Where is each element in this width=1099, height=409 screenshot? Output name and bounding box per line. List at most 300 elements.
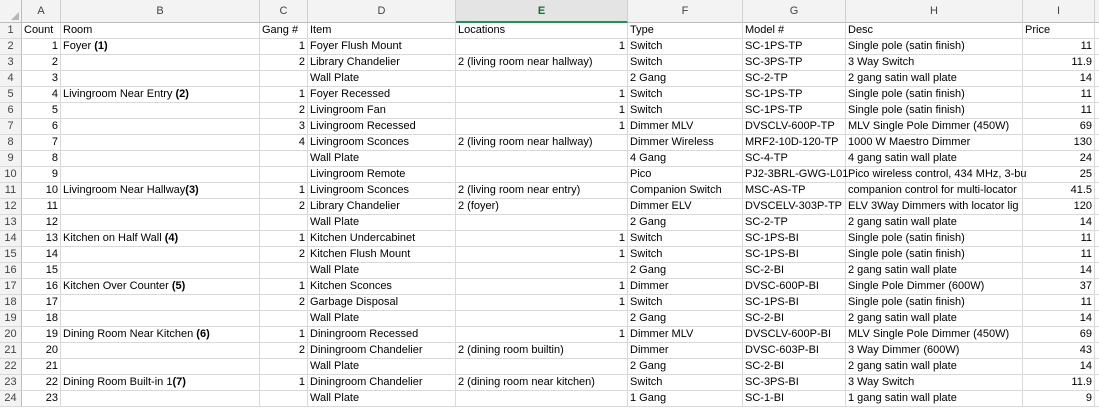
table-row bbox=[0, 151, 1092, 167]
cell-price[interactable]: 11 bbox=[1023, 103, 1095, 119]
cell-desc[interactable]: 1000 W Maestro Dimmer bbox=[846, 135, 1023, 151]
locations-number: 1 bbox=[618, 328, 625, 340]
cell-count[interactable]: 3 bbox=[22, 71, 61, 87]
cell-type[interactable]: Dimmer Wireless bbox=[628, 135, 743, 151]
cell-count[interactable]: 11 bbox=[22, 199, 61, 215]
table-header-row bbox=[0, 23, 1076, 39]
cell-item[interactable]: Wall Plate bbox=[308, 215, 456, 231]
cell-model[interactable]: SC-1-BI bbox=[743, 391, 846, 407]
cell-model[interactable]: DVSCLV-600P-TP bbox=[743, 119, 846, 135]
cell-item[interactable]: Library Chandelier bbox=[308, 199, 456, 215]
cell-type[interactable]: Switch bbox=[628, 295, 743, 311]
locations-text: 2 (foyer) bbox=[458, 200, 499, 212]
cell-locations[interactable] bbox=[456, 103, 628, 119]
row-header[interactable]: 20 bbox=[0, 327, 22, 343]
cell-room[interactable] bbox=[61, 199, 260, 215]
cell-room[interactable] bbox=[61, 71, 260, 87]
cell-room[interactable] bbox=[61, 263, 260, 279]
cell-model[interactable]: SC-1PS-TP bbox=[743, 103, 846, 119]
cell-price[interactable]: 120 bbox=[1023, 199, 1095, 215]
locations-number: 1 bbox=[618, 88, 625, 100]
cell-price[interactable]: 14 bbox=[1023, 263, 1095, 279]
cell-type[interactable]: Dimmer MLV bbox=[628, 327, 743, 343]
cell-count[interactable]: 20 bbox=[22, 343, 61, 359]
cell-item[interactable]: Wall Plate bbox=[308, 151, 456, 167]
cell-room[interactable] bbox=[61, 215, 260, 231]
cell-desc[interactable]: 2 gang satin wall plate bbox=[846, 215, 1023, 231]
table-row bbox=[0, 311, 1092, 327]
cell-item[interactable]: Livingroom Fan bbox=[308, 103, 456, 119]
table-row bbox=[0, 71, 1092, 87]
cell-price[interactable]: 11 bbox=[1023, 39, 1095, 55]
row-header[interactable]: 13 bbox=[0, 215, 22, 231]
cell-count[interactable]: 22 bbox=[22, 375, 61, 391]
cell-gang[interactable]: 1 bbox=[260, 279, 308, 295]
cell-gang[interactable] bbox=[260, 391, 308, 407]
cell-desc[interactable]: 3 Way Dimmer (600W) bbox=[846, 343, 1023, 359]
room-name: Livingroom Near Hallway bbox=[63, 184, 186, 196]
row-header[interactable]: 8 bbox=[0, 135, 22, 151]
cell-item[interactable]: Diningroom Recessed bbox=[308, 327, 456, 343]
cell-item[interactable]: Diningroom Chandelier bbox=[308, 375, 456, 391]
cell-room[interactable] bbox=[61, 183, 260, 199]
table-row bbox=[0, 359, 1092, 375]
row-header[interactable]: 7 bbox=[0, 119, 22, 135]
cell-price[interactable]: 43 bbox=[1023, 343, 1095, 359]
room-ref: (7) bbox=[172, 376, 186, 388]
table-row bbox=[0, 199, 1092, 215]
cell-count[interactable]: 10 bbox=[22, 183, 61, 199]
cell-locations[interactable] bbox=[456, 231, 628, 247]
column-header-c[interactable]: C bbox=[260, 0, 308, 23]
cell-type[interactable]: Switch bbox=[628, 247, 743, 263]
cell-gang[interactable] bbox=[260, 71, 308, 87]
cell-count[interactable]: 6 bbox=[22, 119, 61, 135]
room-name: Dining Room Built-in 1 bbox=[63, 376, 173, 388]
cell-count[interactable]: 4 bbox=[22, 87, 61, 103]
cell-room[interactable] bbox=[61, 247, 260, 263]
table-row bbox=[0, 119, 1092, 135]
cell-type[interactable]: Pico bbox=[628, 167, 743, 183]
cell-count[interactable]: 9 bbox=[22, 167, 61, 183]
cell-type[interactable]: 2 Gang bbox=[628, 263, 743, 279]
cell-locations[interactable] bbox=[456, 391, 628, 407]
table-row bbox=[0, 183, 1092, 199]
overflow-cell bbox=[1095, 103, 1099, 119]
cell-desc[interactable]: Single pole (satin finish) bbox=[846, 103, 1023, 119]
cell-gang[interactable]: 2 bbox=[260, 295, 308, 311]
cell-desc[interactable]: 2 gang satin wall plate bbox=[846, 71, 1023, 87]
cell-model[interactable]: SC-4-TP bbox=[743, 151, 846, 167]
cell-locations[interactable] bbox=[456, 247, 628, 263]
cell-price[interactable]: 11 bbox=[1023, 247, 1095, 263]
row-header[interactable]: 3 bbox=[0, 55, 22, 71]
cell-gang[interactable] bbox=[260, 311, 308, 327]
header-cell-item[interactable]: Item bbox=[308, 23, 456, 39]
cell-room[interactable] bbox=[61, 231, 260, 247]
row-header[interactable]: 16 bbox=[0, 263, 22, 279]
row-header[interactable]: 9 bbox=[0, 151, 22, 167]
row-header[interactable]: 18 bbox=[0, 295, 22, 311]
cell-room[interactable] bbox=[61, 167, 260, 183]
cell-gang[interactable] bbox=[260, 151, 308, 167]
table-row bbox=[0, 263, 1092, 279]
cell-desc[interactable]: MLV Single Pole Dimmer (450W) bbox=[846, 119, 1023, 135]
column-header-row bbox=[0, 0, 1076, 23]
cell-price[interactable]: 69 bbox=[1023, 119, 1095, 135]
cell-locations[interactable] bbox=[456, 39, 628, 55]
overflow-cell bbox=[1095, 55, 1099, 71]
cell-room[interactable] bbox=[61, 119, 260, 135]
row-header[interactable]: 2 bbox=[0, 39, 22, 55]
table-row bbox=[0, 231, 1092, 247]
cell-locations[interactable] bbox=[456, 135, 628, 151]
table-row bbox=[0, 87, 1092, 103]
cell-gang[interactable]: 1 bbox=[260, 39, 308, 55]
cell-type[interactable]: Dimmer ELV bbox=[628, 199, 743, 215]
cell-gang[interactable]: 1 bbox=[260, 375, 308, 391]
cell-price[interactable]: 14 bbox=[1023, 359, 1095, 375]
cell-count[interactable]: 1 bbox=[22, 39, 61, 55]
cell-room[interactable] bbox=[61, 375, 260, 391]
cell-desc[interactable]: 2 gang satin wall plate bbox=[846, 359, 1023, 375]
room-name: Kitchen on Half Wall bbox=[63, 232, 165, 244]
cell-item[interactable]: Wall Plate bbox=[308, 71, 456, 87]
cell-type[interactable]: 1 Gang bbox=[628, 391, 743, 407]
cell-item[interactable]: Livingroom Sconces bbox=[308, 135, 456, 151]
cell-type[interactable]: Dimmer MLV bbox=[628, 119, 743, 135]
row-header[interactable]: 11 bbox=[0, 183, 22, 199]
cell-gang[interactable]: 4 bbox=[260, 135, 308, 151]
column-header-b[interactable]: B bbox=[61, 0, 260, 23]
cell-item[interactable]: Garbage Disposal bbox=[308, 295, 456, 311]
cell-item[interactable]: Wall Plate bbox=[308, 391, 456, 407]
cell-desc[interactable]: 4 gang satin wall plate bbox=[846, 151, 1023, 167]
cell-room[interactable] bbox=[61, 359, 260, 375]
header-cell-room[interactable]: Room bbox=[61, 23, 260, 39]
column-header-h[interactable]: H bbox=[846, 0, 1023, 23]
column-header-a[interactable]: A bbox=[22, 0, 61, 23]
cell-count[interactable]: 7 bbox=[22, 135, 61, 151]
cell-locations[interactable] bbox=[456, 375, 628, 391]
cell-type[interactable]: Switch bbox=[628, 39, 743, 55]
cell-locations[interactable] bbox=[456, 263, 628, 279]
cell-locations[interactable] bbox=[456, 183, 628, 199]
cell-locations[interactable] bbox=[456, 343, 628, 359]
cell-price[interactable]: 24 bbox=[1023, 151, 1095, 167]
cell-model[interactable]: SC-2-BI bbox=[743, 359, 846, 375]
cell-item[interactable]: Foyer Recessed bbox=[308, 87, 456, 103]
row-header[interactable]: 10 bbox=[0, 167, 22, 183]
cell-price[interactable]: 11 bbox=[1023, 87, 1095, 103]
locations-number: 1 bbox=[618, 232, 625, 244]
overflow-cell bbox=[1095, 151, 1099, 167]
room-ref: (5) bbox=[171, 280, 186, 292]
cell-count[interactable]: 14 bbox=[22, 247, 61, 263]
cell-gang[interactable] bbox=[260, 359, 308, 375]
column-header-e[interactable]: E bbox=[456, 0, 628, 23]
cell-desc[interactable]: Pico wireless control, 434 MHz, 3-bu bbox=[846, 167, 1023, 183]
cell-price[interactable]: 14 bbox=[1023, 71, 1095, 87]
cell-count[interactable]: 12 bbox=[22, 215, 61, 231]
cell-item[interactable]: Kitchen Flush Mount bbox=[308, 247, 456, 263]
cell-locations[interactable] bbox=[456, 215, 628, 231]
cell-gang[interactable]: 2 bbox=[260, 103, 308, 119]
cell-item[interactable]: Kitchen Sconces bbox=[308, 279, 456, 295]
column-header-g[interactable]: G bbox=[743, 0, 846, 23]
cell-type[interactable]: 2 Gang bbox=[628, 311, 743, 327]
row-header[interactable]: 22 bbox=[0, 359, 22, 375]
cell-room[interactable] bbox=[61, 55, 260, 71]
cell-desc[interactable]: Single pole (satin finish) bbox=[846, 87, 1023, 103]
room-name: Foyer bbox=[63, 40, 95, 52]
cell-item[interactable]: Wall Plate bbox=[308, 359, 456, 375]
cell-type[interactable]: Switch bbox=[628, 55, 743, 71]
overflow-cell bbox=[1095, 295, 1099, 311]
cell-item[interactable]: Diningroom Chandelier bbox=[308, 343, 456, 359]
overflow-cell bbox=[1095, 263, 1099, 279]
cell-locations[interactable] bbox=[456, 87, 628, 103]
cell-count[interactable]: 8 bbox=[22, 151, 61, 167]
cell-count[interactable]: 19 bbox=[22, 327, 61, 343]
row-header[interactable]: 24 bbox=[0, 391, 22, 407]
cell-locations[interactable] bbox=[456, 151, 628, 167]
cell-gang[interactable] bbox=[260, 215, 308, 231]
cell-price[interactable]: 11.9 bbox=[1023, 375, 1095, 391]
cell-count[interactable]: 18 bbox=[22, 311, 61, 327]
cell-type[interactable]: Dimmer bbox=[628, 343, 743, 359]
cell-locations[interactable] bbox=[456, 359, 628, 375]
room-ref: (1) bbox=[94, 40, 108, 52]
table-row bbox=[0, 327, 1092, 343]
cell-desc[interactable]: ELV 3Way Dimmers with locator lig bbox=[846, 199, 1023, 215]
cell-type[interactable]: Dimmer bbox=[628, 279, 743, 295]
row-header[interactable]: 6 bbox=[0, 103, 22, 119]
table-row bbox=[0, 55, 1092, 71]
cell-locations[interactable] bbox=[456, 55, 628, 71]
cell-model[interactable]: DVSCLV-600P-BI bbox=[743, 327, 846, 343]
cell-type[interactable]: 2 Gang bbox=[628, 71, 743, 87]
cell-type[interactable]: Switch bbox=[628, 375, 743, 391]
cell-count[interactable]: 21 bbox=[22, 359, 61, 375]
cell-model[interactable]: MRF2-10D-120-TP bbox=[743, 135, 846, 151]
cell-model[interactable]: SC-1PS-TP bbox=[743, 87, 846, 103]
cell-count[interactable]: 5 bbox=[22, 103, 61, 119]
row-header[interactable]: 5 bbox=[0, 87, 22, 103]
cell-desc[interactable]: Single Pole Dimmer (600W) bbox=[846, 279, 1023, 295]
overflow-cell bbox=[1095, 247, 1099, 263]
cell-model[interactable]: MSC-AS-TP bbox=[743, 183, 846, 199]
table-row bbox=[0, 135, 1092, 151]
header-cell-type[interactable]: Type bbox=[628, 23, 743, 39]
cell-desc[interactable]: Single pole (satin finish) bbox=[846, 231, 1023, 247]
cell-price[interactable]: 130 bbox=[1023, 135, 1095, 151]
cell-gang[interactable]: 3 bbox=[260, 119, 308, 135]
cell-locations[interactable] bbox=[456, 199, 628, 215]
room-ref: (6) bbox=[196, 328, 210, 340]
room-ref: (3) bbox=[185, 184, 199, 196]
cell-type[interactable]: Switch bbox=[628, 103, 743, 119]
column-header-i[interactable]: I bbox=[1023, 0, 1095, 23]
row-header[interactable]: 17 bbox=[0, 279, 22, 295]
cell-room[interactable] bbox=[61, 327, 260, 343]
cell-locations[interactable] bbox=[456, 71, 628, 87]
header-cell-gang[interactable]: Gang # bbox=[260, 23, 308, 39]
cell-price[interactable]: 14 bbox=[1023, 215, 1095, 231]
cell-item[interactable]: Kitchen Undercabinet bbox=[308, 231, 456, 247]
cell-type[interactable]: 2 Gang bbox=[628, 215, 743, 231]
row-header[interactable]: 19 bbox=[0, 311, 22, 327]
select-all-corner[interactable] bbox=[0, 0, 22, 23]
column-header-d[interactable]: D bbox=[308, 0, 456, 23]
cell-room[interactable] bbox=[61, 343, 260, 359]
cell-type[interactable]: Switch bbox=[628, 231, 743, 247]
cell-model[interactable]: SC-2-BI bbox=[743, 263, 846, 279]
locations-text: 2 (living room near hallway) bbox=[458, 56, 593, 68]
cell-count[interactable]: 15 bbox=[22, 263, 61, 279]
cell-locations[interactable] bbox=[456, 167, 628, 183]
cell-room[interactable] bbox=[61, 103, 260, 119]
cell-model[interactable]: SC-2-TP bbox=[743, 215, 846, 231]
cell-item[interactable]: Wall Plate bbox=[308, 311, 456, 327]
overflow-cell bbox=[1095, 135, 1099, 151]
cell-price[interactable]: 11.9 bbox=[1023, 55, 1095, 71]
cell-gang[interactable]: 1 bbox=[260, 87, 308, 103]
row-header[interactable]: 4 bbox=[0, 71, 22, 87]
cell-room[interactable] bbox=[61, 311, 260, 327]
cell-model[interactable]: SC-1PS-BI bbox=[743, 247, 846, 263]
cell-price[interactable]: 37 bbox=[1023, 279, 1095, 295]
cell-desc[interactable]: 2 gang satin wall plate bbox=[846, 311, 1023, 327]
column-header-f[interactable]: F bbox=[628, 0, 743, 23]
row-header[interactable]: 21 bbox=[0, 343, 22, 359]
cell-count[interactable]: 17 bbox=[22, 295, 61, 311]
column-header-overflow bbox=[1095, 0, 1099, 23]
cell-model[interactable]: SC-2-BI bbox=[743, 311, 846, 327]
cell-item[interactable]: Livingroom Sconces bbox=[308, 183, 456, 199]
cell-model[interactable]: SC-1PS-BI bbox=[743, 231, 846, 247]
cell-gang[interactable] bbox=[260, 263, 308, 279]
cell-model[interactable]: PJ2-3BRL-GWG-L01 bbox=[743, 167, 846, 183]
cell-price[interactable]: 69 bbox=[1023, 327, 1095, 343]
cell-item[interactable]: Wall Plate bbox=[308, 263, 456, 279]
cell-model[interactable]: SC-3PS-TP bbox=[743, 55, 846, 71]
table-row bbox=[0, 167, 1092, 183]
room-ref: (2) bbox=[175, 88, 189, 100]
table-row bbox=[0, 215, 1092, 231]
locations-number: 1 bbox=[618, 280, 625, 292]
cell-model[interactable]: DVSC-600P-BI bbox=[743, 279, 846, 295]
cell-price[interactable]: 9 bbox=[1023, 391, 1095, 407]
cell-desc[interactable]: 2 gang satin wall plate bbox=[846, 263, 1023, 279]
cell-desc[interactable]: 3 Way Switch bbox=[846, 55, 1023, 71]
cell-type[interactable]: 2 Gang bbox=[628, 359, 743, 375]
cell-gang[interactable]: 1 bbox=[260, 183, 308, 199]
overflow-cell bbox=[1095, 375, 1099, 391]
header-cell-count[interactable]: Count bbox=[22, 23, 61, 39]
cell-model[interactable]: SC-1PS-BI bbox=[743, 295, 846, 311]
row-header[interactable]: 14 bbox=[0, 231, 22, 247]
cell-gang[interactable]: 2 bbox=[260, 247, 308, 263]
cell-type[interactable]: Switch bbox=[628, 87, 743, 103]
cell-count[interactable]: 23 bbox=[22, 391, 61, 407]
header-cell-price[interactable]: Price bbox=[1023, 23, 1095, 39]
cell-desc[interactable]: companion control for multi-locator bbox=[846, 183, 1023, 199]
row-header[interactable]: 12 bbox=[0, 199, 22, 215]
cell-price[interactable]: 11 bbox=[1023, 295, 1095, 311]
overflow-cell bbox=[1095, 199, 1099, 215]
cell-model[interactable]: SC-1PS-TP bbox=[743, 39, 846, 55]
cell-count[interactable]: 2 bbox=[22, 55, 61, 71]
cell-locations[interactable] bbox=[456, 119, 628, 135]
row-header[interactable]: 23 bbox=[0, 375, 22, 391]
cell-locations[interactable] bbox=[456, 279, 628, 295]
cell-desc[interactable]: Single pole (satin finish) bbox=[846, 247, 1023, 263]
cell-count[interactable]: 16 bbox=[22, 279, 61, 295]
cell-type[interactable]: 4 Gang bbox=[628, 151, 743, 167]
overflow-cell bbox=[1095, 23, 1099, 39]
cell-gang[interactable]: 1 bbox=[260, 327, 308, 343]
table-row bbox=[0, 39, 1092, 55]
cell-gang[interactable]: 2 bbox=[260, 199, 308, 215]
cell-locations[interactable] bbox=[456, 327, 628, 343]
cell-item[interactable]: Livingroom Recessed bbox=[308, 119, 456, 135]
cell-item[interactable]: Library Chandelier bbox=[308, 55, 456, 71]
cell-item[interactable]: Livingroom Remote bbox=[308, 167, 456, 183]
cell-model[interactable]: SC-3PS-BI bbox=[743, 375, 846, 391]
cell-model[interactable]: DVSC-603P-BI bbox=[743, 343, 846, 359]
cell-room[interactable] bbox=[61, 391, 260, 407]
cell-desc[interactable]: Single pole (satin finish) bbox=[846, 39, 1023, 55]
cell-room[interactable] bbox=[61, 151, 260, 167]
header-cell-locations[interactable]: Locations bbox=[456, 23, 628, 39]
table-row bbox=[0, 279, 1092, 295]
row-header[interactable]: 1 bbox=[0, 23, 22, 39]
table-row bbox=[0, 343, 1092, 359]
cell-price[interactable]: 41.5 bbox=[1023, 183, 1095, 199]
cell-price[interactable]: 25 bbox=[1023, 167, 1095, 183]
cell-desc[interactable]: MLV Single Pole Dimmer (450W) bbox=[846, 327, 1023, 343]
cell-gang[interactable]: 2 bbox=[260, 343, 308, 359]
cell-price[interactable]: 14 bbox=[1023, 311, 1095, 327]
cell-room[interactable] bbox=[61, 135, 260, 151]
cell-desc[interactable]: 3 Way Switch bbox=[846, 375, 1023, 391]
table-row bbox=[0, 391, 1092, 407]
row-header[interactable]: 15 bbox=[0, 247, 22, 263]
cell-gang[interactable]: 2 bbox=[260, 55, 308, 71]
cell-item[interactable]: Foyer Flush Mount bbox=[308, 39, 456, 55]
header-cell-model[interactable]: Model # bbox=[743, 23, 846, 39]
cell-price[interactable]: 11 bbox=[1023, 231, 1095, 247]
cell-gang[interactable] bbox=[260, 167, 308, 183]
cell-locations[interactable] bbox=[456, 311, 628, 327]
cell-model[interactable]: DVSCELV-303P-TP bbox=[743, 199, 846, 215]
cell-room[interactable] bbox=[61, 279, 260, 295]
cell-model[interactable]: SC-2-TP bbox=[743, 71, 846, 87]
cell-room[interactable] bbox=[61, 295, 260, 311]
cell-room[interactable] bbox=[61, 39, 260, 55]
cell-count[interactable]: 13 bbox=[22, 231, 61, 247]
locations-number: 1 bbox=[618, 104, 625, 116]
overflow-cell bbox=[1095, 119, 1099, 135]
cell-type[interactable]: Companion Switch bbox=[628, 183, 743, 199]
cell-desc[interactable]: Single pole (satin finish) bbox=[846, 295, 1023, 311]
header-cell-desc[interactable]: Desc bbox=[846, 23, 1023, 39]
cell-room[interactable] bbox=[61, 87, 260, 103]
cell-desc[interactable]: 1 gang satin wall plate bbox=[846, 391, 1023, 407]
cell-locations[interactable] bbox=[456, 295, 628, 311]
cell-gang[interactable]: 1 bbox=[260, 231, 308, 247]
